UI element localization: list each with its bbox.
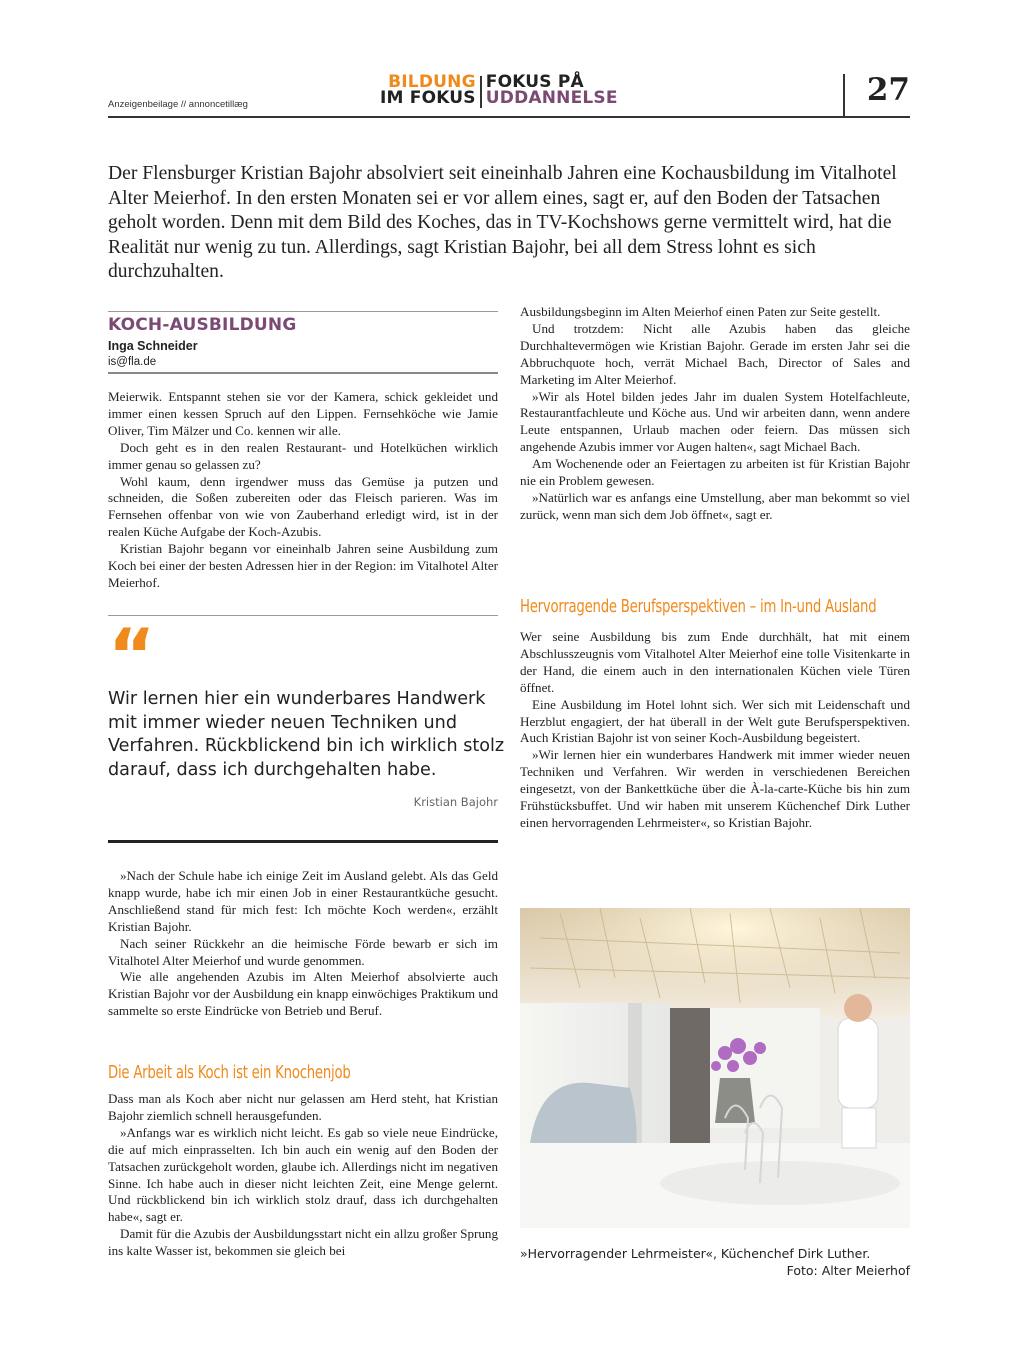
paragraph: »Anfangs war es wirklich nicht leicht. Es gab so viele neue Eindrücke, die auf mich einprasselten. Ich bin auch ein wenig auf den Boden der Tatsachen zurückgeholt worden, glaube ich. Allerdings nicht im negativen Sinne. Ich habe auch in dieser nicht leichten Zeit, eine Menge gelernt. Und rückblickend bin ich wirklich stolz drauf, dass ich durchgehalten habe«, sagt er. (108, 1124, 498, 1225)
paragraph: Und trotzdem: Nicht alle Azubis haben das gleiche Durchhaltevermögen wie Kristian Bajohr. Gerade im ersten Jahr sei die Abbruchquote hoch, verrät Michael Bach, Director of Sales and Marketing im Alter Meierhof. (520, 320, 910, 387)
masthead-uddannelse: UDDANNELSE (485, 88, 618, 108)
quote-bottom-rule (108, 840, 498, 843)
masthead-fokus-pa: FOKUS PÅ (485, 72, 584, 92)
article-body-block-5 (520, 629, 910, 832)
masthead-divider (480, 76, 482, 108)
paragraph: Doch geht es in den realen Restaurant- und Hotelküchen wirklich immer genau so gelassen zu? (108, 439, 498, 472)
pull-quote: Wir lernen hier ein wunderbares Handwerk mit immer wieder neuen Techniken und Verfahren. Rückblickend bin ich wirklich stolz darauf, dass ich durchgehalten habe. (108, 689, 505, 780)
paragraph: »Wir lernen hier ein wunderbares Handwerk mit immer wieder neuen Techniken und Verfahren. Wir werden in verschiedenen Bereichen eingesetzt, von der Bankettküche über die À-la-carte-Küche bis hin zum Frühstücksbuffet. Und wir haben mit unserem Küchenchef Dirk Luther einen hervorragenden Lehrmeister«, so Kristian Bajohr. (520, 747, 910, 830)
author-email: is@fla.de (108, 356, 157, 368)
paragraph: »Wir als Hotel bilden jedes Jahr im dualen System Hotelfachleute, Restaurantfachleute und Köche aus. Und wir arbeiten dann, wenn andere Leute entspannen, Urlaub machen oder feiern. Das müssen sich angehende Azubis immer vor Augen halten«, sagt Michael Bach. (520, 388, 910, 455)
paragraph: Nach seiner Rückkehr an die heimische Förde bewarb er sich im Vitalhotel Alter Meierhof und wurde genommen. (108, 935, 498, 968)
header-rule (108, 116, 910, 118)
photo-credit: Foto: Alter Meierhof (786, 1263, 910, 1278)
masthead-logo (380, 74, 618, 108)
paragraph: »Nach der Schule habe ich einige Zeit im Ausland gelebt. Als das Geld knapp wurde, habe ich mir einen Job in einer Restaurantküche gesucht. Anschließend stand für mich fest: Ich möchte Koch werden«, erzählt Kristian Bajohr. (108, 868, 498, 934)
paragraph: Wer seine Ausbildung bis zum Ende durchhält, hat mit einem Abschlusszeugnis vom Vitalhotel Alter Meierhof eine tolle Visitenkarte in der Hand, die einem auch in den internationalen Küchen viele Türen öffnet. (520, 629, 910, 695)
article-body-block-4 (520, 304, 910, 524)
paragraph: »Natürlich war es anfangs eine Umstellung, aber man bekommt so viel zurück, wenn man sich dem Job öffnet«, sagt er. (520, 489, 910, 522)
section-label: KOCH-AUSBILDUNG (108, 315, 297, 335)
paragraph: Eine Ausbildung im Hotel lohnt sich. Wer sich mit Leidenschaft und Herzblut engagiert, der hat überall in der Welt gute Berufsperspektiven. Auch Kristian Bajohr ist von seiner Koch-Ausbildung begeistert. (520, 696, 910, 746)
supplement-kicker: Anzeigenbeilage // annoncetillæg (108, 99, 248, 110)
article-body-block-1 (108, 389, 498, 592)
subheading-berufsperspektiven: Hervorragende Berufsperspektiven – im In-und Ausland (520, 596, 877, 617)
paragraph: Ausbildungsbeginn im Alten Meierhof einen Paten zur Seite gestellt. (520, 304, 881, 319)
pull-quote-author: Kristian Bajohr (413, 795, 498, 809)
page-number-divider (843, 74, 845, 116)
paragraph: Dass man als Koch aber nicht nur gelassen am Herd steht, hat Kristian Bajohr ziemlich schnell herausgefunden. (108, 1091, 498, 1123)
paragraph: Kristian Bajohr begann vor eineinhalb Jahren seine Ausbildung zum Koch bei einer der besten Adressen hier in der Region: im Vitalhotel Alter Meierhof. (108, 541, 498, 590)
photo-caption (520, 1245, 910, 1279)
caption-text: »Hervorragender Lehrmeister«, Küchenchef Dirk Luther. (520, 1246, 871, 1261)
paragraph: Wohl kaum, denn irgendwer muss das Gemüse ja putzen und schneiden, die Soßen zubereiten oder das Fleisch parieren. Was im Fernsehen offenbar von wie von Zauberhand erledigt wird, ist in der realen Küche Aufgabe der Koch-Azubis. (108, 473, 498, 540)
article-body-block-3 (108, 1091, 498, 1260)
article-body-block-2 (108, 868, 498, 1020)
chef-photo (520, 908, 910, 1228)
author-name: Inga Schneider (108, 339, 198, 353)
masthead-bildung: BILDUNG (388, 72, 476, 92)
paragraph: Wie alle angehenden Azubis im Alten Meierhof absolvierte auch Kristian Bajohr vor der Ausbildung ein knapp einwöchiges Praktikum und sammelte so erste Eindrücke von Betrieb und Beruf. (108, 969, 498, 1019)
article-lead: Der Flensburger Kristian Bajohr absolviert seit eineinhalb Jahren eine Kochausbildung im Vitalhotel Alter Meierhof. In den ersten Monaten sei er vor allem eines, sagt er, auf den Boden der Tatsachen geholt worden. Denn mit dem Bild des Koches, das in TV-Kochshows gerne vermittelt wird, hat die Realität nur wenig zu tun. Allerdings, sagt Kristian Bajohr, bei all dem Stress lohnt es sich durchzuhalten. (108, 163, 897, 282)
byline-top-rule (108, 311, 498, 312)
paragraph: Damit für die Azubis der Ausbildungsstart nicht ein allzu großer Sprung ins kalte Wasser ist, bekommen sie gleich bei (108, 1226, 498, 1259)
masthead-im-fokus: IM FOKUS (380, 88, 476, 108)
paragraph: Am Wochenende oder an Feiertagen zu arbeiten ist für Kristian Bajohr nie ein Problem gewesen. (520, 456, 910, 489)
paragraph: Meierwik. Entspannt stehen sie vor der Kamera, schick gekleidet und immer einen kessen Spruch auf den Lippen. Fernsehköche wie Jamie Oliver, Tim Mälzer und Co. kennen wir alle. (108, 389, 498, 438)
quote-top-rule (108, 615, 498, 616)
byline-bottom-rule (108, 372, 498, 374)
page-number: 27 (866, 72, 910, 108)
quote-mark-icon: “ (108, 613, 156, 697)
subheading-knochenjob: Die Arbeit als Koch ist ein Knochenjob (108, 1062, 351, 1083)
